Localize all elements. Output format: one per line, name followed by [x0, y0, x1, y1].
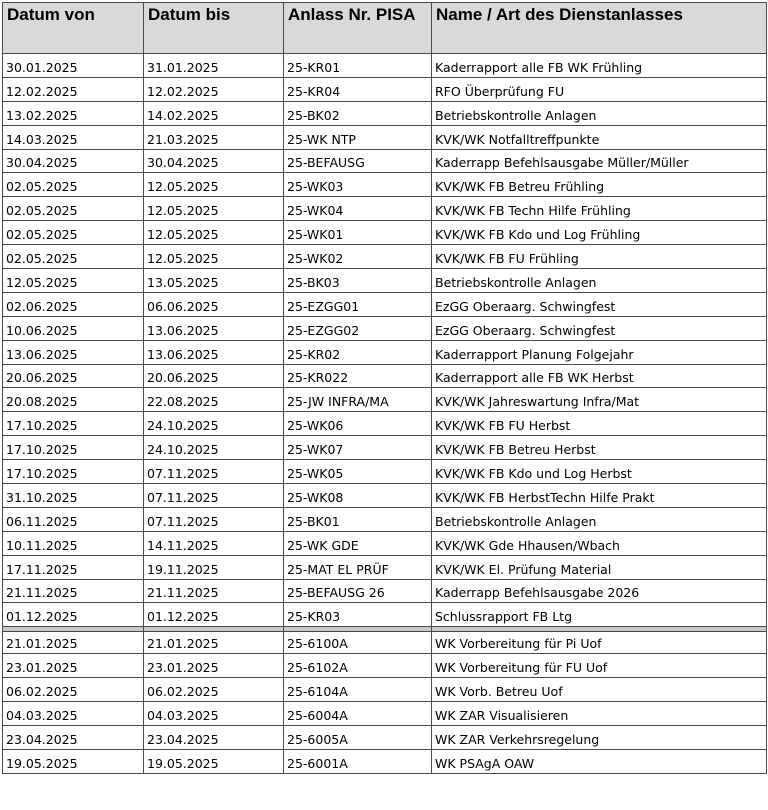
cell-pisa-number: 25-JW INFRA/MA — [284, 388, 432, 412]
cell-event-name: KVK/WK FB Betreu Frühling — [432, 173, 767, 197]
cell-pisa-number: 25-6104A — [284, 678, 432, 702]
cell-date-from: 17.10.2025 — [3, 436, 144, 460]
cell-date-from: 02.05.2025 — [3, 197, 144, 221]
table-row — [3, 726, 767, 750]
cell-event-name: Kaderrapp Befehlsausgabe Müller/Müller — [432, 149, 767, 173]
cell-date-from: 02.06.2025 — [3, 292, 144, 316]
cell-event-name: EzGG Oberaarg. Schwingfest — [432, 316, 767, 340]
cell-event-name: EzGG Oberaarg. Schwingfest — [432, 292, 767, 316]
cell-event-name: KVK/WK FB Betreu Herbst — [432, 436, 767, 460]
cell-date-to: 12.05.2025 — [144, 221, 284, 245]
table-row — [3, 749, 767, 773]
cell-event-name: KVK/WK FB FU Herbst — [432, 412, 767, 436]
cell-date-from: 10.06.2025 — [3, 316, 144, 340]
cell-date-to: 01.12.2025 — [144, 603, 284, 627]
schedule-body — [3, 54, 767, 774]
header-event-name: Name / Art des Dienstanlasses — [432, 3, 767, 54]
table-row — [3, 603, 767, 627]
cell-event-name: WK ZAR Verkehrsregelung — [432, 726, 767, 750]
table-row — [3, 221, 767, 245]
table-row — [3, 364, 767, 388]
cell-date-from: 02.05.2025 — [3, 245, 144, 269]
cell-event-name: KVK/WK FB FU Frühling — [432, 245, 767, 269]
table-row — [3, 197, 767, 221]
cell-date-from: 17.10.2025 — [3, 412, 144, 436]
cell-pisa-number: 25-6100A — [284, 632, 432, 654]
cell-pisa-number: 25-KR04 — [284, 77, 432, 101]
table-row — [3, 507, 767, 531]
cell-date-from: 13.02.2025 — [3, 101, 144, 125]
cell-event-name: Kaderrapport alle FB WK Frühling — [432, 54, 767, 78]
cell-event-name: Betriebskontrolle Anlagen — [432, 507, 767, 531]
cell-pisa-number: 25-WK01 — [284, 221, 432, 245]
schedule-table — [2, 2, 767, 774]
cell-date-to: 07.11.2025 — [144, 460, 284, 484]
cell-date-from: 06.11.2025 — [3, 507, 144, 531]
cell-date-from: 20.08.2025 — [3, 388, 144, 412]
cell-pisa-number: 25-WK05 — [284, 460, 432, 484]
cell-event-name: KVK/WK Gde Hhausen/Wbach — [432, 531, 767, 555]
cell-pisa-number: 25-WK03 — [284, 173, 432, 197]
table-row — [3, 388, 767, 412]
cell-event-name: WK Vorbereitung für Pi Uof — [432, 632, 767, 654]
cell-date-from: 21.01.2025 — [3, 632, 144, 654]
table-row — [3, 292, 767, 316]
table-row — [3, 632, 767, 654]
cell-date-from: 06.02.2025 — [3, 678, 144, 702]
cell-event-name: KVK/WK FB Techn Hilfe Frühling — [432, 197, 767, 221]
table-row — [3, 678, 767, 702]
cell-pisa-number: 25-6004A — [284, 702, 432, 726]
cell-date-to: 23.01.2025 — [144, 654, 284, 678]
cell-pisa-number: 25-WK07 — [284, 436, 432, 460]
cell-event-name: KVK/WK FB Kdo und Log Frühling — [432, 221, 767, 245]
table-row — [3, 269, 767, 293]
table-row — [3, 77, 767, 101]
cell-pisa-number: 25-WK NTP — [284, 125, 432, 149]
header-date-from: Datum von — [3, 3, 144, 54]
table-row — [3, 579, 767, 603]
cell-pisa-number: 25-BK02 — [284, 101, 432, 125]
cell-event-name: Betriebskontrolle Anlagen — [432, 269, 767, 293]
cell-date-to: 14.11.2025 — [144, 531, 284, 555]
cell-pisa-number: 25-6102A — [284, 654, 432, 678]
cell-pisa-number: 25-6005A — [284, 726, 432, 750]
cell-date-from: 31.10.2025 — [3, 484, 144, 508]
cell-date-from: 30.01.2025 — [3, 54, 144, 78]
cell-pisa-number: 25-BEFAUSG — [284, 149, 432, 173]
cell-pisa-number: 25-6001A — [284, 749, 432, 773]
cell-date-to: 12.05.2025 — [144, 173, 284, 197]
cell-date-from: 12.05.2025 — [3, 269, 144, 293]
cell-date-to: 19.11.2025 — [144, 555, 284, 579]
cell-date-to: 13.06.2025 — [144, 340, 284, 364]
cell-pisa-number: 25-EZGG01 — [284, 292, 432, 316]
table-row — [3, 484, 767, 508]
header-pisa-number: Anlass Nr. PISA — [284, 3, 432, 54]
cell-date-to: 07.11.2025 — [144, 507, 284, 531]
cell-pisa-number: 25-KR022 — [284, 364, 432, 388]
cell-pisa-number: 25-MAT EL PRÜF — [284, 555, 432, 579]
table-row — [3, 460, 767, 484]
cell-pisa-number: 25-WK04 — [284, 197, 432, 221]
cell-pisa-number: 25-BK03 — [284, 269, 432, 293]
cell-event-name: Kaderrapport alle FB WK Herbst — [432, 364, 767, 388]
cell-event-name: KVK/WK FB Kdo und Log Herbst — [432, 460, 767, 484]
cell-date-from: 21.11.2025 — [3, 579, 144, 603]
cell-event-name: Kaderrapp Befehlsausgabe 2026 — [432, 579, 767, 603]
cell-date-from: 17.11.2025 — [3, 555, 144, 579]
cell-event-name: Schlussrapport FB Ltg — [432, 603, 767, 627]
cell-date-to: 19.05.2025 — [144, 749, 284, 773]
cell-pisa-number: 25-WK08 — [284, 484, 432, 508]
cell-event-name: Betriebskontrolle Anlagen — [432, 101, 767, 125]
cell-date-from: 23.04.2025 — [3, 726, 144, 750]
cell-date-to: 20.06.2025 — [144, 364, 284, 388]
table-row — [3, 412, 767, 436]
cell-event-name: Kaderrapport Planung Folgejahr — [432, 340, 767, 364]
cell-date-to: 12.05.2025 — [144, 245, 284, 269]
cell-date-from: 14.03.2025 — [3, 125, 144, 149]
header-row — [3, 3, 767, 54]
table-row — [3, 125, 767, 149]
table-row — [3, 101, 767, 125]
cell-date-to: 14.02.2025 — [144, 101, 284, 125]
cell-date-to: 24.10.2025 — [144, 436, 284, 460]
cell-date-from: 02.05.2025 — [3, 221, 144, 245]
table-row — [3, 654, 767, 678]
cell-date-to: 12.02.2025 — [144, 77, 284, 101]
cell-date-from: 01.12.2025 — [3, 603, 144, 627]
cell-pisa-number: 25-BEFAUSG 26 — [284, 579, 432, 603]
cell-date-to: 04.03.2025 — [144, 702, 284, 726]
table-row — [3, 555, 767, 579]
table-row — [3, 245, 767, 269]
table-row — [3, 54, 767, 78]
cell-date-to: 21.11.2025 — [144, 579, 284, 603]
cell-event-name: RFO Überprüfung FU — [432, 77, 767, 101]
cell-date-from: 04.03.2025 — [3, 702, 144, 726]
cell-date-to: 23.04.2025 — [144, 726, 284, 750]
table-row — [3, 340, 767, 364]
table-row — [3, 173, 767, 197]
table-row — [3, 316, 767, 340]
cell-date-to: 07.11.2025 — [144, 484, 284, 508]
cell-pisa-number: 25-WK02 — [284, 245, 432, 269]
cell-date-to: 30.04.2025 — [144, 149, 284, 173]
cell-date-from: 17.10.2025 — [3, 460, 144, 484]
cell-date-to: 22.08.2025 — [144, 388, 284, 412]
cell-event-name: WK PSAgA OAW — [432, 749, 767, 773]
table-row — [3, 149, 767, 173]
cell-date-to: 06.06.2025 — [144, 292, 284, 316]
cell-pisa-number: 25-WK06 — [284, 412, 432, 436]
cell-date-to: 13.05.2025 — [144, 269, 284, 293]
cell-pisa-number: 25-WK GDE — [284, 531, 432, 555]
cell-event-name: WK Vorbereitung für FU Uof — [432, 654, 767, 678]
cell-pisa-number: 25-KR01 — [284, 54, 432, 78]
cell-date-from: 30.04.2025 — [3, 149, 144, 173]
cell-event-name: WK ZAR Visualisieren — [432, 702, 767, 726]
cell-event-name: KVK/WK El. Prüfung Material — [432, 555, 767, 579]
cell-date-from: 13.06.2025 — [3, 340, 144, 364]
cell-event-name: WK Vorb. Betreu Uof — [432, 678, 767, 702]
cell-date-to: 21.03.2025 — [144, 125, 284, 149]
cell-pisa-number: 25-BK01 — [284, 507, 432, 531]
cell-date-to: 06.02.2025 — [144, 678, 284, 702]
cell-event-name: KVK/WK Jahreswartung Infra/Mat — [432, 388, 767, 412]
cell-pisa-number: 25-KR02 — [284, 340, 432, 364]
cell-date-to: 31.01.2025 — [144, 54, 284, 78]
cell-date-to: 21.01.2025 — [144, 632, 284, 654]
cell-date-from: 12.02.2025 — [3, 77, 144, 101]
cell-date-from: 20.06.2025 — [3, 364, 144, 388]
cell-date-from: 02.05.2025 — [3, 173, 144, 197]
cell-event-name: KVK/WK FB HerbstTechn Hilfe Prakt — [432, 484, 767, 508]
cell-date-to: 13.06.2025 — [144, 316, 284, 340]
cell-event-name: KVK/WK Notfalltreffpunkte — [432, 125, 767, 149]
cell-date-from: 23.01.2025 — [3, 654, 144, 678]
cell-pisa-number: 25-KR03 — [284, 603, 432, 627]
table-row — [3, 531, 767, 555]
cell-pisa-number: 25-EZGG02 — [284, 316, 432, 340]
cell-date-from: 10.11.2025 — [3, 531, 144, 555]
cell-date-from: 19.05.2025 — [3, 749, 144, 773]
header-date-to: Datum bis — [144, 3, 284, 54]
cell-date-to: 24.10.2025 — [144, 412, 284, 436]
table-row — [3, 436, 767, 460]
cell-date-to: 12.05.2025 — [144, 197, 284, 221]
table-row — [3, 702, 767, 726]
